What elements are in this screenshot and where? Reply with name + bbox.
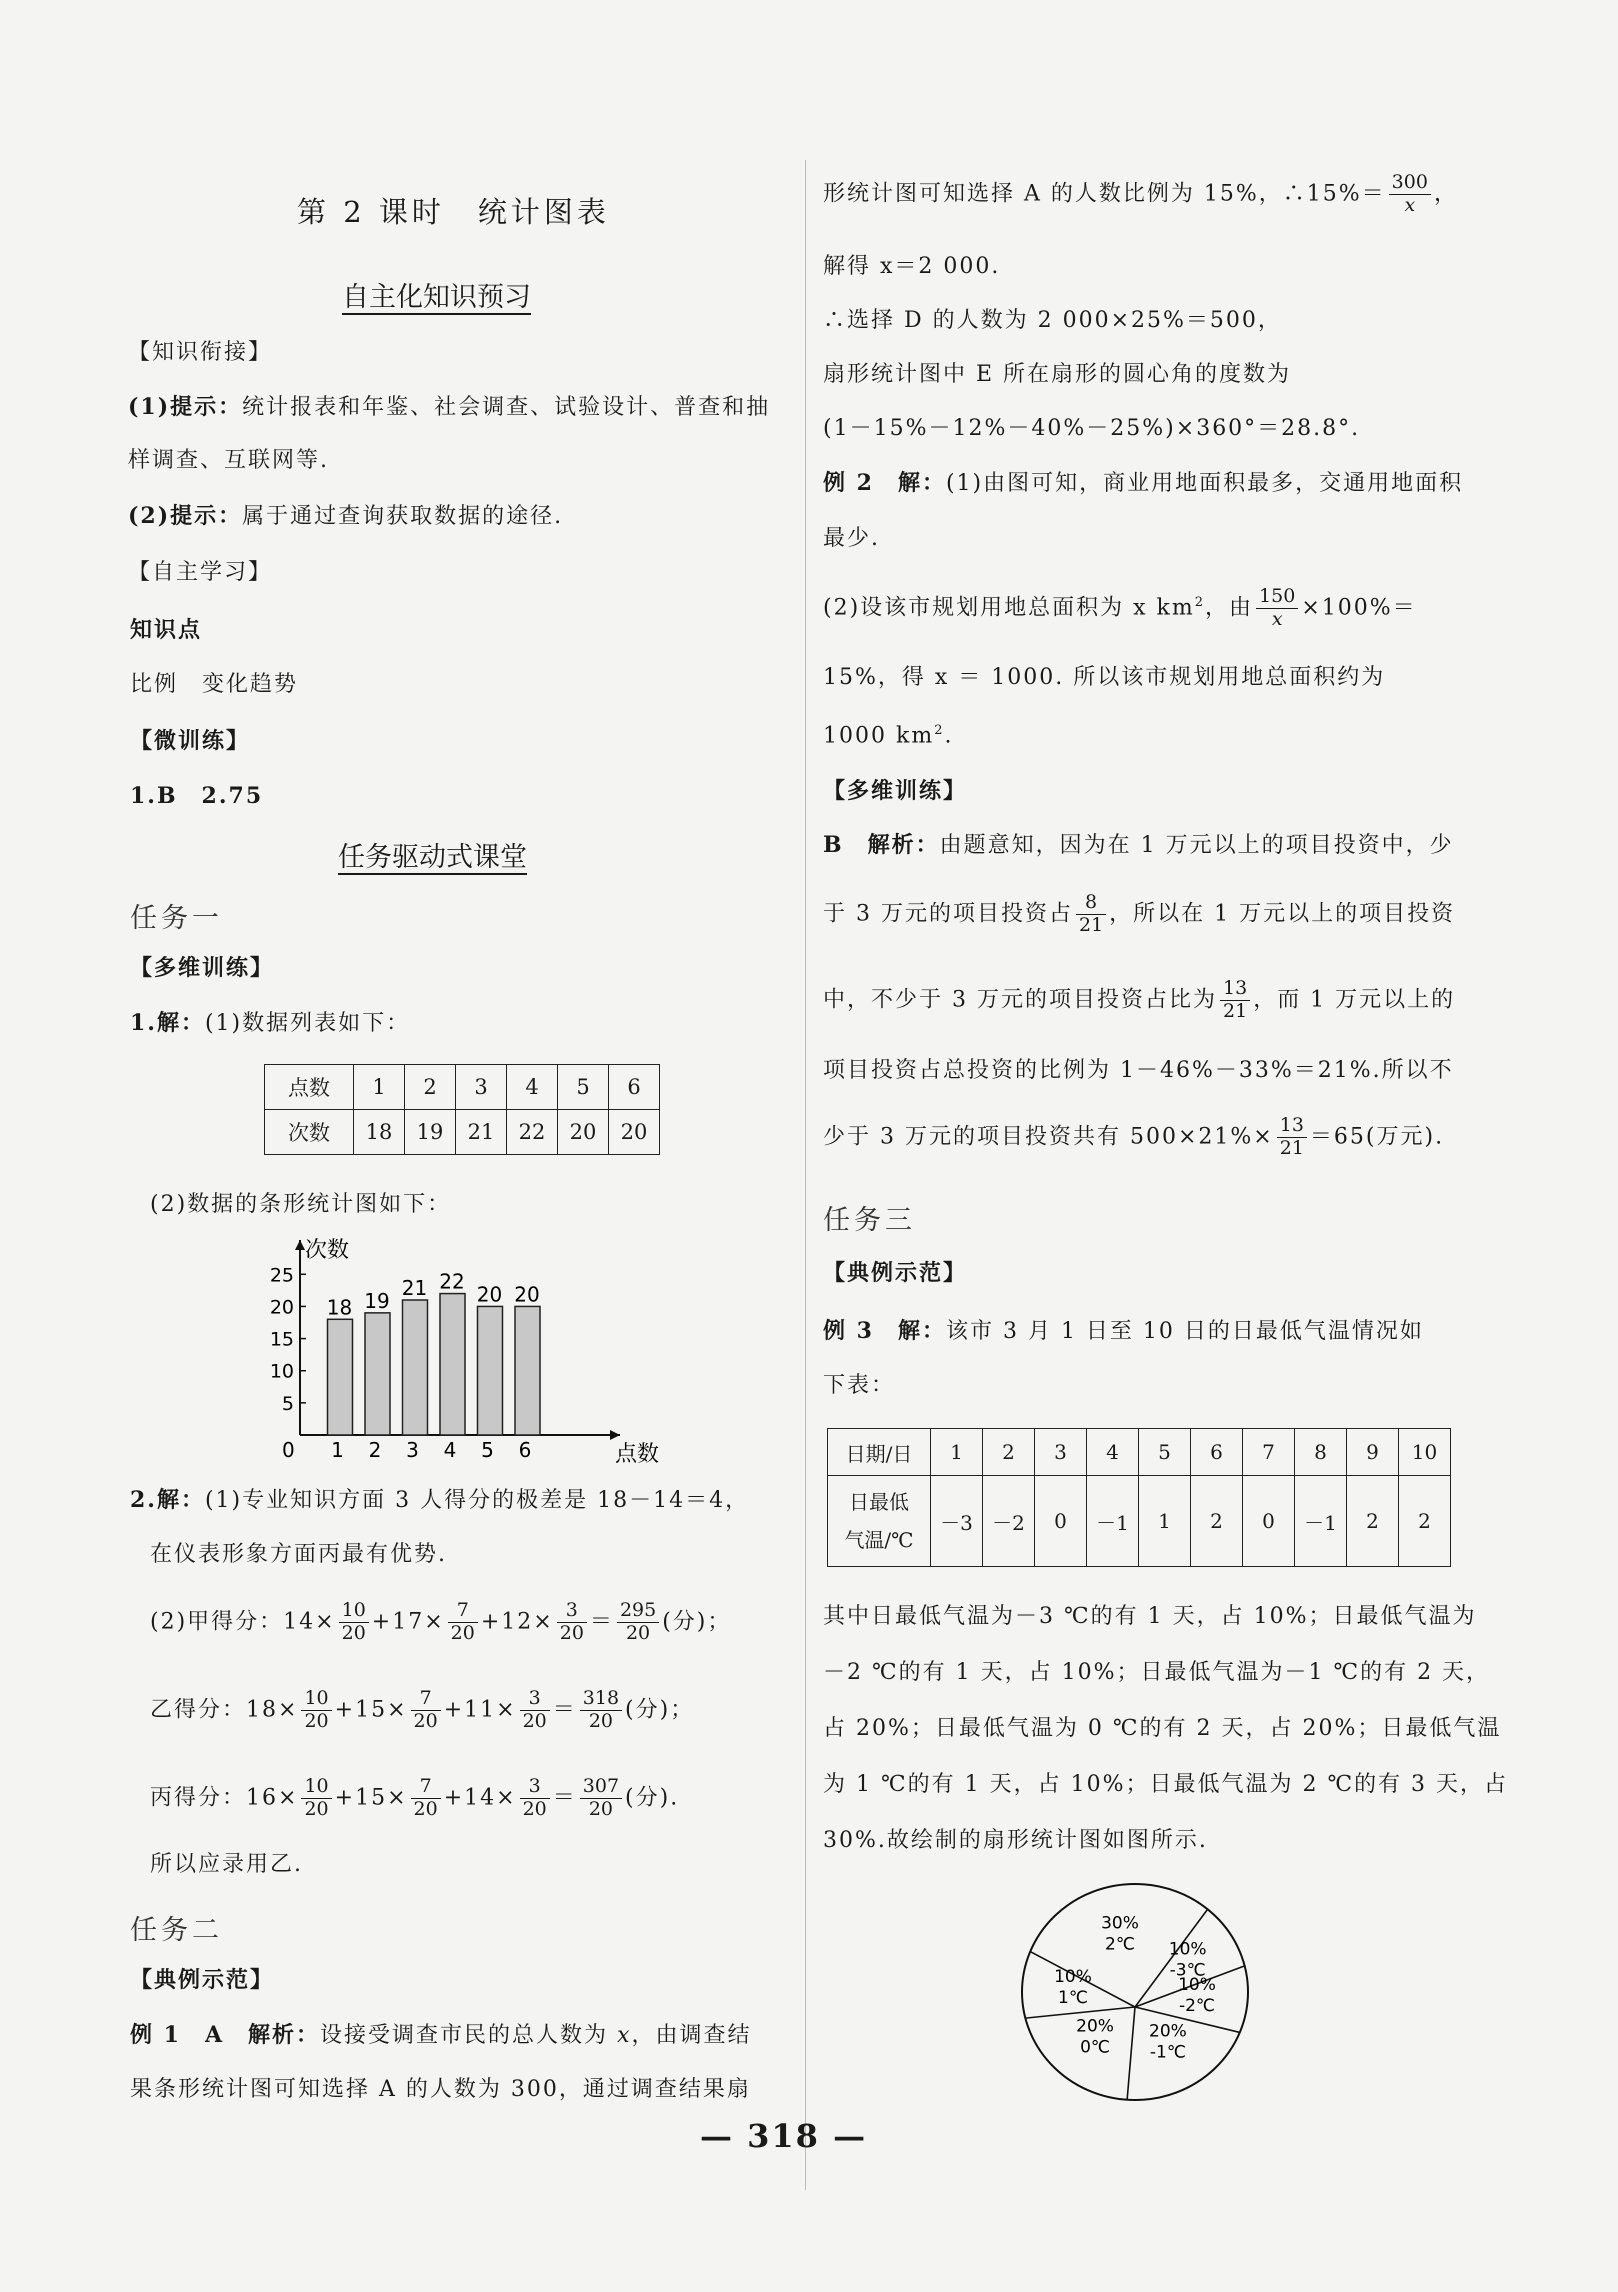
table-cell: 6 bbox=[609, 1065, 660, 1110]
bar-chart bbox=[250, 1235, 670, 1470]
origin-label: 0 bbox=[282, 1438, 295, 1462]
column-divider bbox=[805, 160, 806, 2190]
table-cell: 20 bbox=[609, 1110, 660, 1155]
table-cell: 3 bbox=[1035, 1429, 1087, 1476]
q2-line-2: 在仪表形象方面丙最有优势. bbox=[150, 1542, 447, 1567]
temperature-table-row-days bbox=[828, 1429, 1451, 1476]
pie-slice-percent: 30% bbox=[1101, 1913, 1139, 1934]
knowledge-link-heading: 【知识衔接】 bbox=[128, 340, 273, 365]
dice-table-row-points bbox=[265, 1065, 660, 1110]
section-class-heading: 任务驱动式课堂 bbox=[338, 842, 527, 873]
table-cell: 18 bbox=[354, 1110, 405, 1155]
pie-slice-percent: 20% bbox=[1076, 2016, 1114, 2037]
table-cell: 4 bbox=[507, 1065, 558, 1110]
table-cell: 1 bbox=[931, 1429, 983, 1476]
bar-value-label: 20 bbox=[514, 1282, 540, 1307]
table-cell: 1 bbox=[1139, 1476, 1191, 1567]
pie-slice-divider bbox=[1127, 2007, 1135, 2100]
table-cell: 次数 bbox=[265, 1110, 354, 1155]
b-line-4: 项目投资占总投资的比例为 1－46%－33%＝21%.所以不 bbox=[823, 1058, 1454, 1083]
temperature-table bbox=[827, 1428, 1451, 1567]
table-cell: －1 bbox=[1295, 1476, 1347, 1567]
micro-training-heading: 【微训练】 bbox=[130, 728, 251, 754]
table-cell: 5 bbox=[558, 1065, 609, 1110]
temp-paragraph-3: 占 20%；日最低气温为 0 ℃的有 2 天，占 20%；日最低气温 bbox=[823, 1716, 1502, 1741]
bar-value-label: 21 bbox=[401, 1276, 428, 1300]
table-cell: 5 bbox=[1139, 1429, 1191, 1476]
table-cell: 2 bbox=[405, 1065, 456, 1110]
bar-value-label: 20 bbox=[476, 1282, 503, 1307]
y-tick-label: 10 bbox=[269, 1360, 294, 1383]
q1-intro: 1.解：(1)数据列表如下： bbox=[130, 1010, 411, 1036]
table-cell: 8 bbox=[1295, 1429, 1347, 1476]
pie-slice-label: -3℃ bbox=[1169, 1960, 1206, 1981]
pie-chart bbox=[1005, 1880, 1275, 2110]
right-line-5: (1－15%－12%－40%－25%)×360°＝28.8°. bbox=[823, 416, 1361, 441]
multi-training-heading-1: 【多维训练】 bbox=[130, 955, 275, 981]
pie-slice-percent: 20% bbox=[1149, 2021, 1187, 2042]
bar bbox=[478, 1306, 503, 1435]
table-cell: 日期/日 bbox=[828, 1429, 931, 1476]
x-tick-label: 1 bbox=[331, 1438, 344, 1462]
table-cell: 日最低 气温/℃ bbox=[828, 1476, 931, 1567]
table-cell: 22 bbox=[507, 1110, 558, 1155]
task-1-heading: 任务一 bbox=[130, 903, 223, 934]
x-axis-arrow bbox=[610, 1430, 620, 1440]
temp-paragraph-1: 其中日最低气温为－3 ℃的有 1 天，占 10%；日最低气温为 bbox=[823, 1604, 1477, 1629]
pie-slice-label: 2℃ bbox=[1105, 1934, 1135, 1955]
example-2-line-3: (2)设该市规划用地总面积为 x $km^2$，由 $\frac{150}{x}$ ×100%＝ bbox=[823, 585, 1417, 630]
table-cell: 0 bbox=[1035, 1476, 1087, 1567]
table-cell: 4 bbox=[1087, 1429, 1139, 1476]
score-bing: 丙得分：16× $\frac{10}{20}$ +15× $\frac{7}{20}$ +14× $\frac{3}{20}$ ＝ $\frac{307}{20}$ (分). bbox=[150, 1775, 680, 1820]
example-2-line-2: 最少. bbox=[823, 526, 880, 551]
y-tick-label: 5 bbox=[281, 1392, 294, 1415]
self-study-heading: 【自主学习】 bbox=[128, 560, 273, 585]
table-cell: －3 bbox=[931, 1476, 983, 1567]
table-cell: 点数 bbox=[265, 1065, 354, 1110]
pie-slice-percent: 10% bbox=[1054, 1966, 1092, 1987]
table-cell: 0 bbox=[1243, 1476, 1295, 1567]
table-cell: 20 bbox=[558, 1110, 609, 1155]
pie-slice-label: -1℃ bbox=[1149, 2042, 1186, 2063]
temp-paragraph-2: －2 ℃的有 1 天，占 10%；日最低气温为－1 ℃的有 2 天， bbox=[823, 1660, 1491, 1685]
example-heading-1: 【典例示范】 bbox=[130, 1967, 275, 1993]
pie-slice-label: 0℃ bbox=[1080, 2037, 1111, 2058]
example-1-line-1: 例 1 A 解析：设接受调查市民的总人数为 x，由调查结 bbox=[130, 2022, 752, 2048]
task-3-heading: 任务三 bbox=[823, 1205, 916, 1236]
example-3-line-2: 下表： bbox=[823, 1373, 896, 1398]
table-cell: 9 bbox=[1347, 1429, 1399, 1476]
temperature-table-row-temps bbox=[828, 1476, 1451, 1567]
temp-paragraph-4: 为 1 ℃的有 1 天，占 10%；日最低气温为 2 ℃的有 3 天，占 bbox=[823, 1772, 1509, 1797]
pie-slice-percent: 10% bbox=[1168, 1939, 1207, 1960]
example-1-line-2: 果条形统计图可知选择 A 的人数为 300，通过调查结果扇 bbox=[130, 2077, 751, 2102]
y-tick-label: 20 bbox=[269, 1296, 294, 1319]
pie-slice-label: 1℃ bbox=[1058, 1987, 1088, 2008]
pie-slice-label: -2℃ bbox=[1178, 1996, 1216, 2017]
table-cell: －2 bbox=[983, 1476, 1035, 1567]
table-cell: 19 bbox=[405, 1110, 456, 1155]
example-3-line-1: 例 3 解：该市 3 月 1 日至 10 日的日最低气温情况如 bbox=[823, 1318, 1424, 1344]
bar bbox=[403, 1300, 428, 1435]
dice-table-row-counts bbox=[265, 1110, 660, 1155]
x-axis-label: 点数 bbox=[615, 1442, 660, 1467]
lesson-title: 第 2 课时 统计图表 bbox=[297, 195, 610, 229]
b-line-1: B 解析：由题意知，因为在 1 万元以上的项目投资中，少 bbox=[823, 832, 1454, 858]
q1-part-2: (2)数据的条形统计图如下： bbox=[150, 1192, 452, 1217]
pie-slice-percent: 10% bbox=[1178, 1975, 1216, 1996]
x-tick-label: 5 bbox=[481, 1438, 494, 1462]
x-tick-label: 2 bbox=[368, 1438, 382, 1462]
q2-line-1: 2.解：(1)专业知识方面 3 人得分的极差是 18－14＝4， bbox=[130, 1487, 750, 1513]
y-axis-arrow bbox=[295, 1240, 305, 1250]
table-cell: 7 bbox=[1243, 1429, 1295, 1476]
hint-2: (2)提示：属于通过查询获取数据的途径. bbox=[128, 503, 564, 529]
example-2-line-4: 15%，得 x ＝ 1000. 所以该市规划用地总面积约为 bbox=[823, 665, 1386, 690]
x-tick-label: 6 bbox=[518, 1438, 532, 1462]
table-cell: 21 bbox=[456, 1110, 507, 1155]
example-2-line-5: 1000 $km^2$. bbox=[823, 723, 954, 749]
table-cell: 1 bbox=[354, 1065, 405, 1110]
temp-paragraph-5: 30%.故绘制的扇形统计图如图所示. bbox=[823, 1828, 1208, 1853]
q2-conclusion: 所以应录用乙. bbox=[150, 1852, 303, 1877]
right-line-4: 扇形统计图中 E 所在扇形的圆心角的度数为 bbox=[823, 362, 1292, 387]
section-preview-heading: 自主化知识预习 bbox=[342, 282, 531, 313]
bar-value-label: 19 bbox=[364, 1288, 390, 1313]
table-cell: 10 bbox=[1399, 1429, 1451, 1476]
table-cell: 2 bbox=[1347, 1476, 1399, 1567]
table-cell: 2 bbox=[983, 1429, 1035, 1476]
bar bbox=[328, 1319, 353, 1435]
dice-table bbox=[264, 1064, 660, 1155]
y-axis-label: 次数 bbox=[305, 1238, 350, 1263]
right-line-2: 解得 x＝2 000. bbox=[823, 254, 1001, 279]
right-line-1: 形统计图可知选择 A 的人数比例为 15%，∴15%＝ $\frac{300}{x}$ ， bbox=[823, 171, 1458, 216]
knowledge-point-answer: 比例 变化趋势 bbox=[130, 672, 299, 697]
score-jia: (2)甲得分：14× $\frac{10}{20}$ +17× $\frac{7}{20}$ +12× $\frac{3}{20}$ ＝ $\frac{295}{20}$ (分)； bbox=[150, 1599, 732, 1644]
table-cell: －1 bbox=[1087, 1476, 1139, 1567]
right-line-3: ∴选择 D 的人数为 2 000×25%＝500， bbox=[823, 308, 1282, 333]
table-cell: 2 bbox=[1191, 1476, 1243, 1567]
bar bbox=[440, 1294, 465, 1435]
table-cell: 6 bbox=[1191, 1429, 1243, 1476]
page-number: — 318 — bbox=[700, 2117, 868, 2155]
score-yi: 乙得分：18× $\frac{10}{20}$ +15× $\frac{7}{20}$ +11× $\frac{3}{20}$ ＝ $\frac{318}{20}$ (分)； bbox=[150, 1687, 695, 1732]
knowledge-point-label: 知识点 bbox=[130, 617, 203, 643]
b-line-5: 少于 3 万元的项目投资共有 500×21%× $\frac{13}{21}$ ＝65(万元). bbox=[823, 1114, 1445, 1159]
hint-1-line-2: 样调查、互联网等. bbox=[128, 448, 329, 473]
b-line-3: 中，不少于 3 万元的项目投资占比为 $\frac{13}{21}$ ，而 1 万元以上的 bbox=[823, 977, 1456, 1022]
table-cell: 3 bbox=[456, 1065, 507, 1110]
b-line-2: 于 3 万元的项目投资占 $\frac{8}{21}$ ，所以在 1 万元以上的项目投资 bbox=[823, 891, 1456, 936]
bar-value-label: 22 bbox=[439, 1269, 465, 1294]
task-2-heading: 任务二 bbox=[130, 1915, 223, 1946]
multi-training-heading-2: 【多维训练】 bbox=[823, 778, 968, 804]
x-tick-label: 4 bbox=[443, 1438, 457, 1462]
example-2-line-1: 例 2 解：(1)由图可知，商业用地面积最多，交通用地面积 bbox=[823, 470, 1464, 496]
table-cell: 2 bbox=[1399, 1476, 1451, 1567]
bar bbox=[365, 1313, 390, 1435]
y-tick-label: 15 bbox=[269, 1328, 294, 1351]
x-tick-label: 3 bbox=[406, 1438, 419, 1462]
y-tick-label: 25 bbox=[269, 1264, 294, 1287]
bar bbox=[515, 1306, 540, 1435]
hint-1-line-1: (1)提示：统计报表和年鉴、社会调查、试验设计、普查和抽 bbox=[128, 394, 771, 420]
micro-training-answer: 1.B 2.75 bbox=[130, 783, 264, 809]
example-heading-2: 【典例示范】 bbox=[823, 1260, 968, 1286]
bar-value-label: 18 bbox=[326, 1295, 353, 1320]
